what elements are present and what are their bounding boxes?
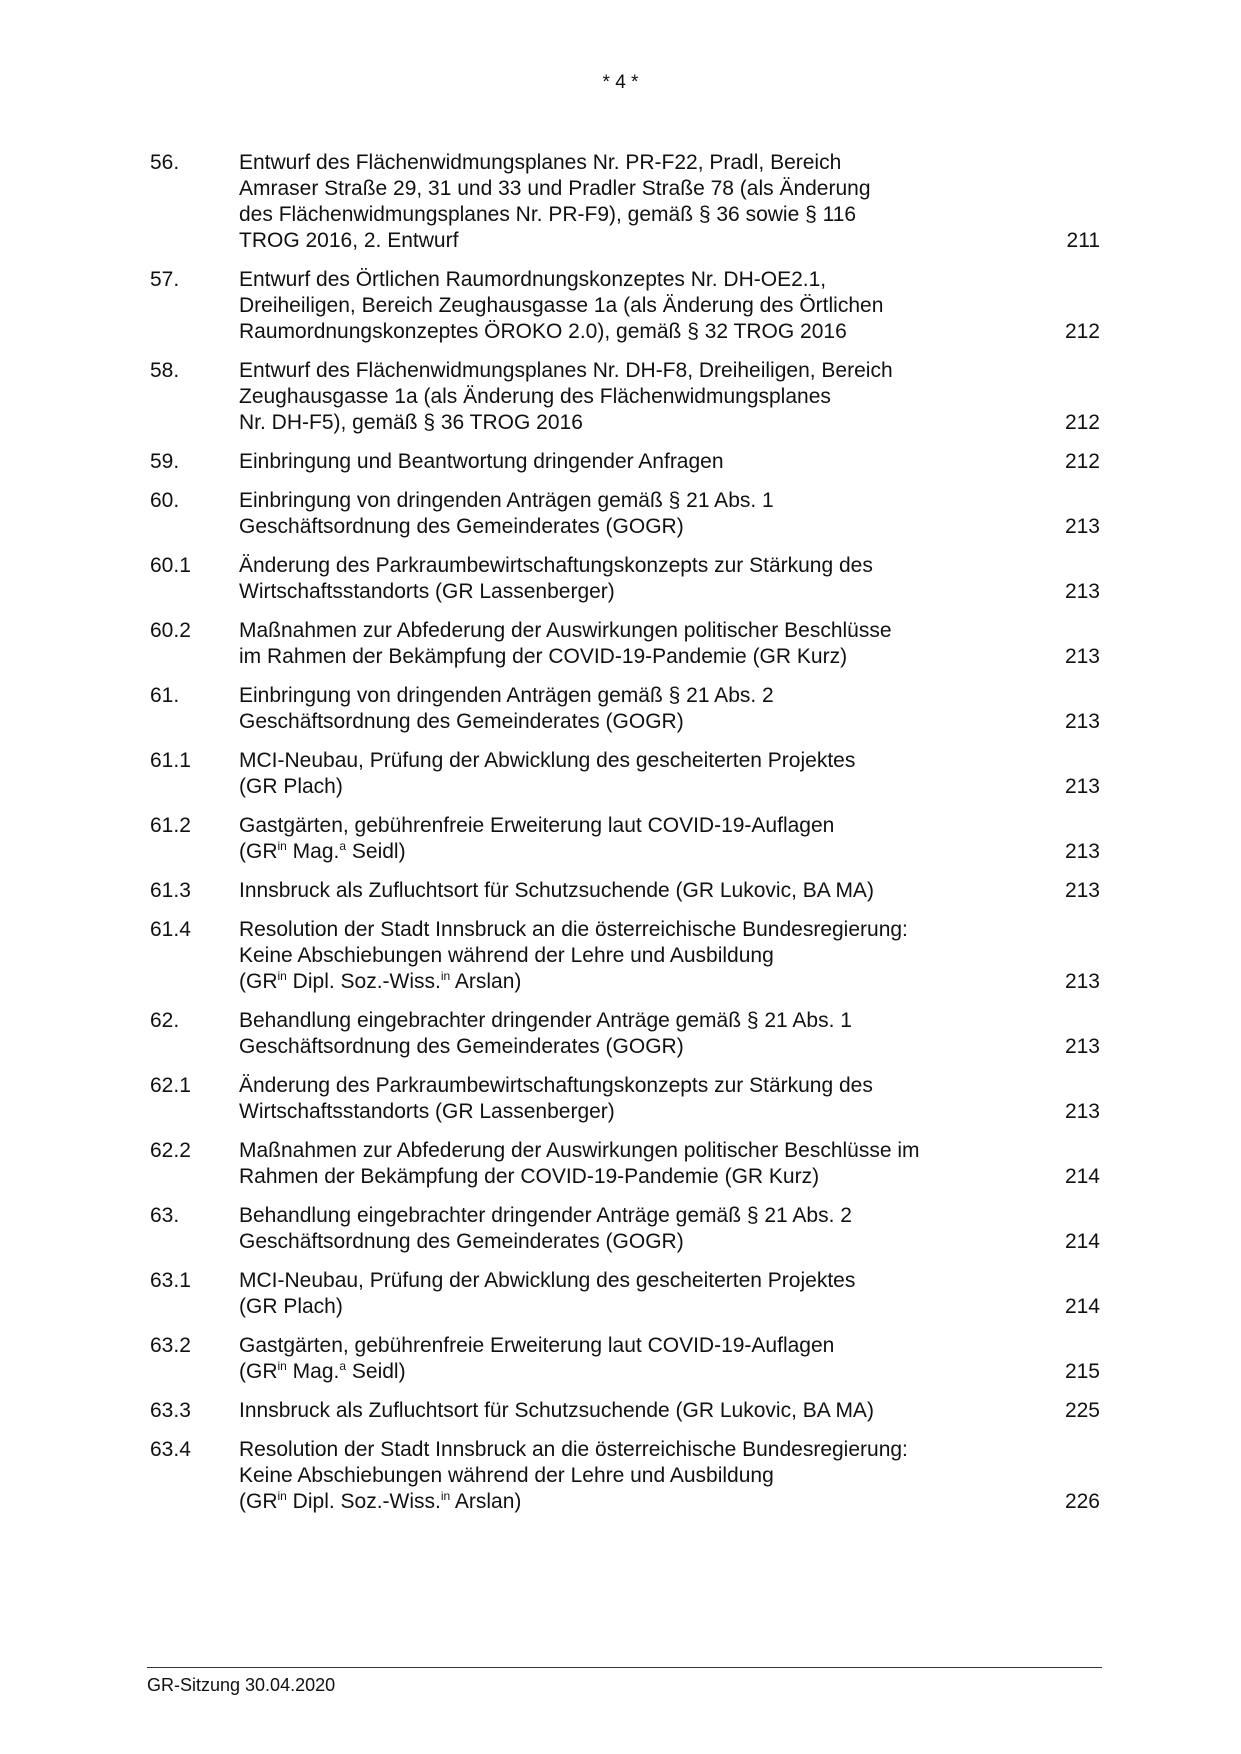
toc-entry-title-line: Wirtschaftsstandorts (GR Lassenberger): [239, 1100, 615, 1123]
toc-entry-title-line: Entwurf des Örtlichen Raumordnungskonzeptes Nr. DH-OE2.1,: [239, 268, 827, 291]
toc-entry-title-line: Dreiheiligen, Bereich Zeughausgasse 1a (als Änderung des Örtlichen: [239, 294, 884, 317]
superscript: in: [277, 1489, 287, 1503]
toc-entry-title-line: Gastgärten, gebührenfreie Erweiterung laut COVID-19-Auflagen: [239, 814, 835, 837]
toc-entry-title-line: (GR Plach): [239, 775, 343, 798]
toc-entry-title-line: Nr. DH-F5), gemäß § 36 TROG 2016: [239, 411, 583, 434]
toc-entry: [150, 488, 1100, 540]
toc-entry-title-line: Rahmen der Bekämpfung der COVID-19-Pandemie (GR Kurz): [239, 1165, 820, 1188]
toc-entry-title-line: Resolution der Stadt Innsbruck an die österreichische Bundesregierung:: [239, 1438, 908, 1461]
toc-entry-page: 211: [1066, 229, 1100, 252]
toc-entry-number: 59.: [150, 450, 180, 473]
toc-entry-title-line: Keine Abschiebungen während der Lehre und Ausbildung: [239, 1464, 774, 1487]
toc-entry-page: 213: [1064, 580, 1100, 603]
toc-entry: [150, 917, 1100, 995]
toc-entry-page: 214: [1064, 1295, 1100, 1318]
toc-entry-title-line: Einbringung von dringenden Anträgen gemäß § 21 Abs. 1: [239, 489, 774, 512]
toc-entry-number: 61.3: [150, 879, 191, 902]
toc-entry-number: 60.: [150, 489, 180, 512]
toc-entry-page: 213: [1064, 879, 1100, 902]
superscript: a: [339, 839, 347, 853]
toc-entry-title: [239, 267, 1030, 345]
superscript: in: [277, 969, 287, 983]
toc-entry: [150, 150, 1100, 254]
toc-entry-title: [239, 878, 1030, 904]
toc-entry-title: [239, 1437, 1030, 1515]
toc-entry-title-line: des Flächenwidmungsplanes Nr. PR-F9), gemäß § 36 sowie § 116: [239, 203, 857, 226]
toc-entry-number: 61.: [150, 684, 180, 707]
toc-entry-title: [239, 1138, 1030, 1190]
toc-entry-title: [239, 488, 1030, 540]
toc-entry-title-line: Einbringung von dringenden Anträgen gemäß § 21 Abs. 2: [239, 684, 774, 707]
toc-entry-title: [239, 358, 1030, 436]
toc-entry: [150, 1268, 1100, 1320]
toc-entry: [150, 449, 1100, 475]
toc-entry-title-line: Behandlung eingebrachter dringender Anträge gemäß § 21 Abs. 1: [239, 1009, 852, 1032]
toc-entry-title-line: Keine Abschiebungen während der Lehre und Ausbildung: [239, 944, 774, 967]
toc-entry-page: 212: [1064, 411, 1100, 434]
toc-entry-title-line: Gastgärten, gebührenfreie Erweiterung laut COVID-19-Auflagen: [239, 1334, 835, 1357]
toc-entry-page: 215: [1064, 1360, 1100, 1383]
toc-entry-number: 58.: [150, 359, 180, 382]
toc-entry-page: 226: [1064, 1490, 1100, 1513]
toc-entry-number: 62.1: [150, 1074, 191, 1097]
toc-entry-number: 56.: [150, 151, 180, 174]
toc-entry-page: 213: [1064, 710, 1100, 733]
toc-entry-title: [239, 1333, 1030, 1385]
toc-entry: [150, 813, 1100, 865]
toc-entry-title-line: ($GR^{in}$ Mag.$^a$ Seidl): [239, 839, 406, 863]
toc-entry-page: 212: [1064, 320, 1100, 343]
toc-entry-title-line: Geschäftsordnung des Gemeinderates (GOGR): [239, 1035, 684, 1058]
superscript: in: [440, 969, 451, 983]
toc-entry-title: [239, 813, 1030, 865]
toc-entry: [150, 358, 1100, 436]
superscript: in: [277, 1359, 287, 1373]
toc-entry-title-line: Entwurf des Flächenwidmungsplanes Nr. PR-F22, Pradl, Bereich: [239, 151, 842, 174]
page-number: * 4 *: [602, 72, 639, 93]
toc-entry-title: [239, 1008, 1030, 1060]
toc-entry-title: [239, 449, 1030, 475]
toc-entry-title-line: Geschäftsordnung des Gemeinderates (GOGR): [239, 710, 684, 733]
toc-entry: [150, 878, 1100, 904]
toc-entry-number: 62.: [150, 1009, 180, 1032]
table-of-contents: [150, 150, 1100, 1528]
toc-entry-title-line: MCI-Neubau, Prüfung der Abwicklung des gescheiterten Projektes: [239, 749, 856, 772]
superscript: in: [440, 1489, 451, 1503]
footer-session-date: GR-Sitzung 30.04.2020: [147, 1675, 336, 1695]
toc-entry-title-line: Innsbruck als Zufluchtsort für Schutzsuchende (GR Lukovic, BA MA): [239, 1399, 874, 1422]
toc-entry-number: 62.2: [150, 1139, 191, 1162]
toc-entry-title-line: Geschäftsordnung des Gemeinderates (GOGR): [239, 515, 684, 538]
superscript: a: [339, 1359, 347, 1373]
toc-entry: [150, 1073, 1100, 1125]
toc-entry-title-line: ($GR^{in}$ Dipl. Soz.-Wiss.$^{in}$ Arslan): [239, 969, 522, 993]
toc-entry-page: 213: [1064, 1100, 1100, 1123]
toc-entry-title-line: Innsbruck als Zufluchtsort für Schutzsuchende (GR Lukovic, BA MA): [239, 879, 874, 902]
toc-entry-title-line: ($GR^{in}$ Mag.$^a$ Seidl): [239, 1359, 406, 1383]
toc-entry-title: [239, 1073, 1030, 1125]
toc-entry-title-line: Amraser Straße 29, 31 und 33 und Pradler Straße 78 (als Änderung: [239, 177, 871, 200]
toc-entry-title-line: Geschäftsordnung des Gemeinderates (GOGR): [239, 1230, 684, 1253]
toc-entry-title-line: Maßnahmen zur Abfederung der Auswirkungen politischer Beschlüsse: [239, 619, 892, 642]
toc-entry-title-line: Behandlung eingebrachter dringender Anträge gemäß § 21 Abs. 2: [239, 1204, 852, 1227]
toc-entry-title: [239, 748, 1030, 800]
toc-entry: [150, 1333, 1100, 1385]
toc-entry-number: 63.3: [150, 1399, 191, 1422]
toc-entry-title: [239, 553, 1030, 605]
toc-entry-number: 63.4: [150, 1438, 191, 1461]
toc-entry: [150, 683, 1100, 735]
toc-entry: [150, 1398, 1100, 1424]
toc-entry-number: 57.: [150, 268, 180, 291]
toc-entry-title: [239, 1268, 1030, 1320]
toc-entry-title: [239, 683, 1030, 735]
toc-entry-title-line: Entwurf des Flächenwidmungsplanes Nr. DH-F8, Dreiheiligen, Bereich: [239, 359, 893, 382]
toc-entry-title: [239, 1398, 1030, 1424]
superscript: in: [277, 839, 287, 853]
toc-entry-title-line: TROG 2016, 2. Entwurf: [239, 229, 459, 252]
toc-entry-title: [239, 917, 1030, 995]
toc-entry-title-line: Änderung des Parkraumbewirtschaftungskonzepts zur Stärkung des: [239, 1074, 873, 1097]
footer-divider: [147, 1667, 1102, 1668]
toc-entry-page: 214: [1064, 1230, 1100, 1253]
toc-entry-title-line: Raumordnungskonzeptes ÖROKO 2.0), gemäß § 32 TROG 2016: [239, 320, 847, 343]
toc-entry-title-line: Zeughausgasse 1a (als Änderung des Flächenwidmungsplanes: [239, 385, 831, 408]
toc-entry-title: [239, 1203, 1030, 1255]
toc-entry-number: 63.: [150, 1204, 180, 1227]
toc-entry-number: 63.1: [150, 1269, 191, 1292]
toc-entry-title-line: Resolution der Stadt Innsbruck an die österreichische Bundesregierung:: [239, 918, 908, 941]
toc-entry-title-line: MCI-Neubau, Prüfung der Abwicklung des gescheiterten Projektes: [239, 1269, 856, 1292]
toc-entry-number: 61.2: [150, 814, 191, 837]
toc-entry-title-line: im Rahmen der Bekämpfung der COVID-19-Pandemie (GR Kurz): [239, 645, 848, 668]
toc-entry-page: 213: [1064, 775, 1100, 798]
toc-entry: [150, 1008, 1100, 1060]
toc-entry-page: 213: [1064, 840, 1100, 863]
toc-entry: [150, 1203, 1100, 1255]
toc-entry-page: 213: [1064, 970, 1100, 993]
toc-entry-title-line: Änderung des Parkraumbewirtschaftungskonzepts zur Stärkung des: [239, 554, 873, 577]
toc-entry-title: [239, 618, 1030, 670]
toc-entry-page: 213: [1064, 645, 1100, 668]
toc-entry-number: 61.1: [150, 749, 191, 772]
toc-entry: [150, 1437, 1100, 1515]
toc-entry-page: 213: [1064, 515, 1100, 538]
toc-entry-title-line: ($GR^{in}$ Dipl. Soz.-Wiss.$^{in}$ Arslan): [239, 1489, 522, 1513]
toc-entry-title: [239, 150, 1030, 254]
toc-entry-page: 225: [1064, 1399, 1100, 1422]
toc-entry-number: 60.1: [150, 554, 191, 577]
toc-entry: [150, 267, 1100, 345]
toc-entry-title-line: Wirtschaftsstandorts (GR Lassenberger): [239, 580, 615, 603]
toc-entry: [150, 1138, 1100, 1190]
toc-entry-number: 63.2: [150, 1334, 191, 1357]
toc-entry-title-line: (GR Plach): [239, 1295, 343, 1318]
toc-entry: [150, 618, 1100, 670]
toc-entry-page: 212: [1064, 450, 1100, 473]
toc-entry-number: 61.4: [150, 918, 191, 941]
toc-entry: [150, 748, 1100, 800]
toc-entry-page: 213: [1064, 1035, 1100, 1058]
toc-entry-page: 214: [1064, 1165, 1100, 1188]
toc-entry-number: 60.2: [150, 619, 191, 642]
toc-entry-title-line: Einbringung und Beantwortung dringender Anfragen: [239, 450, 724, 473]
toc-entry: [150, 553, 1100, 605]
toc-entry-title-line: Maßnahmen zur Abfederung der Auswirkungen politischer Beschlüsse im: [239, 1139, 920, 1162]
